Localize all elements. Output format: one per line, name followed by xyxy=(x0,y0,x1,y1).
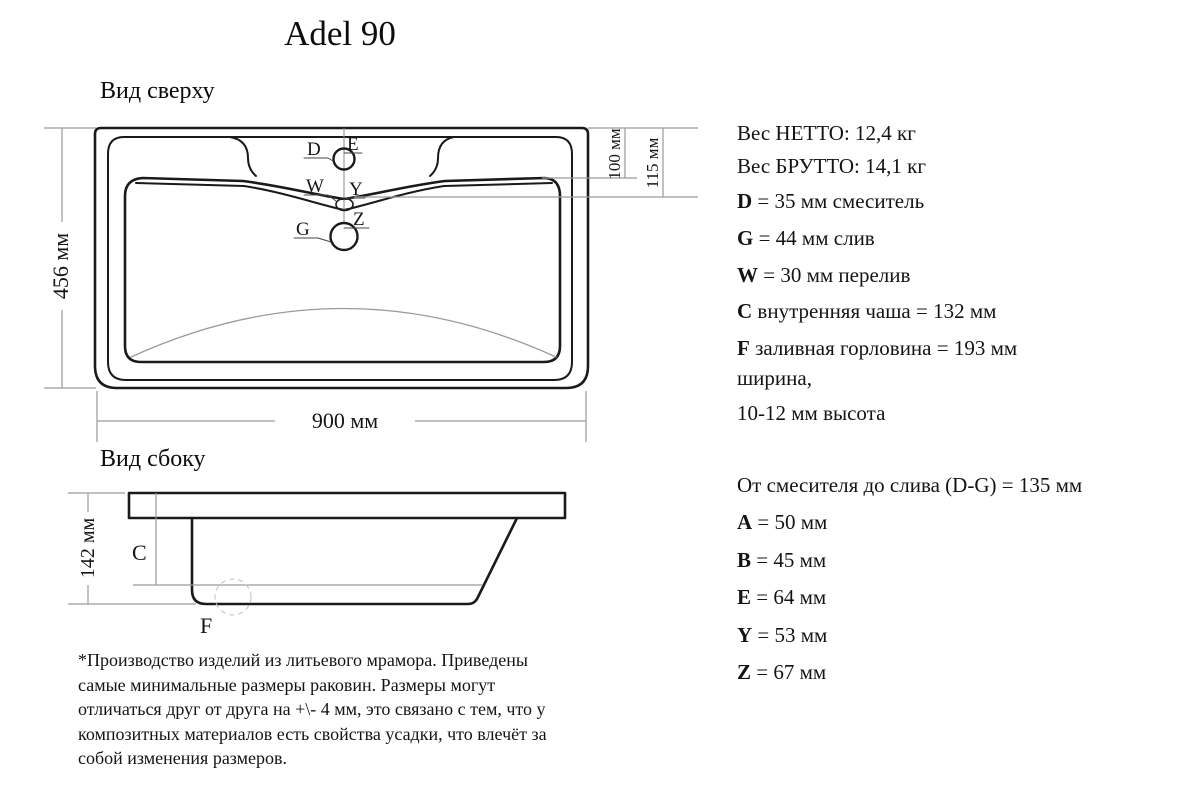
spec-y: Y = 53 мм xyxy=(737,623,828,647)
spec-d-mixer: D = 35 мм смеситель xyxy=(737,189,925,213)
basin-bottom-arc xyxy=(131,309,556,358)
left-shelf-curve xyxy=(230,137,256,176)
spec-g-drain: G = 44 мм слив xyxy=(737,226,875,250)
side-bowl-outline xyxy=(192,518,517,604)
footnote-line: *Производство изделий из литьевого мрамора. Приведены xyxy=(78,650,528,670)
bowl-depth-reference-line xyxy=(133,493,482,585)
spec-net-weight: Вес НЕТТО: 12,4 кг xyxy=(737,121,916,145)
label-faucet-d: D xyxy=(307,139,321,160)
side-view-drawing xyxy=(20,480,620,650)
spec-z: Z = 67 мм xyxy=(737,660,827,684)
spec-f-width-cont: ширина, xyxy=(737,366,812,390)
side-rim-outline xyxy=(129,493,565,518)
footnote-line: отличаться друг от друга на +\- 4 мм, это связано с тем, что у xyxy=(78,699,546,719)
footnote-line: собой изменения размеров. xyxy=(78,748,288,768)
width-dimension-text: 900 мм xyxy=(311,408,379,433)
faucet-offset-dimension-text: 100 мм xyxy=(605,128,624,180)
sink-outer-outline xyxy=(95,128,588,388)
spec-f-filling-neck: F заливная горловина = 193 мм xyxy=(737,336,1018,360)
label-z: Z xyxy=(353,209,365,230)
spec-e: E = 64 мм xyxy=(737,585,827,609)
top-view-drawing xyxy=(20,110,710,450)
spec-f-height: 10-12 мм высота xyxy=(737,401,886,425)
overflow-offset-dimension-text: 115 мм xyxy=(643,137,662,189)
right-shelf-curve xyxy=(430,137,454,176)
spec-b: B = 45 мм xyxy=(737,548,827,572)
label-e: E xyxy=(347,134,359,155)
spec-c-inner-bowl: C внутренняя чаша = 132 мм xyxy=(737,299,997,323)
label-bowl-depth-c: C xyxy=(132,540,147,565)
spec-mixer-to-drain: От смесителя до слива (D-G) = 135 мм xyxy=(737,473,1083,497)
footnote-line: самые минимальные размеры раковин. Размеры могут xyxy=(78,674,496,695)
label-drain-g: G xyxy=(296,219,310,240)
page-title: Adel 90 xyxy=(284,14,396,53)
side-view-label: Вид сбоку xyxy=(100,446,206,472)
footnote xyxy=(78,648,598,771)
label-filling-neck-f: F xyxy=(200,613,213,638)
sink-inner-rim xyxy=(108,137,572,380)
side-height-dimension-text: 142 мм xyxy=(77,517,99,579)
spec-gross-weight: Вес БРУТТО: 14,1 кг xyxy=(737,154,926,178)
footnote-line: композитных материалов есть свойства усадки, что влечёт за xyxy=(78,723,547,744)
label-overflow-w: W xyxy=(306,176,324,197)
spec-a: A = 50 мм xyxy=(737,510,828,534)
depth-dimension-text: 456 мм xyxy=(48,232,73,300)
label-y: Y xyxy=(349,179,363,200)
top-view-label: Вид сверху xyxy=(100,78,215,104)
spec-w-overflow: W = 30 мм перелив xyxy=(737,263,911,287)
